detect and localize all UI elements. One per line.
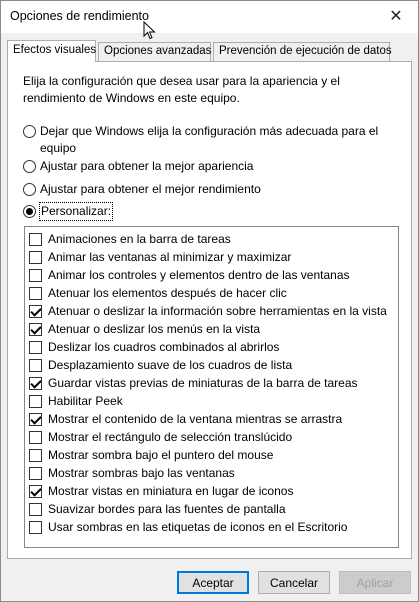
radio-label: Ajustar para obtener el mejor rendimiento — [40, 182, 261, 196]
item-label: Usar sombras en las etiquetas de iconos en el Escritorio — [48, 520, 348, 534]
visual-effects-list[interactable] — [24, 226, 399, 548]
list-item[interactable] — [29, 284, 287, 302]
item-label: Deslizar los cuadros combinados al abrirlos — [48, 340, 280, 354]
item-label: Mostrar sombras bajo las ventanas — [48, 466, 235, 480]
list-item[interactable] — [29, 428, 292, 446]
radio-button[interactable] — [23, 160, 36, 173]
checkbox[interactable] — [29, 305, 42, 318]
list-item[interactable] — [29, 392, 123, 410]
checkbox[interactable] — [29, 233, 42, 246]
item-label: Atenuar o deslizar los menús en la vista — [48, 322, 261, 336]
apply-button[interactable]: Aplicar — [339, 571, 411, 594]
mouse-pointer-icon — [143, 21, 157, 41]
radio-custom[interactable] — [23, 203, 403, 220]
window-title: Opciones de rendimiento — [10, 9, 149, 23]
item-label: Guardar vistas previas de miniaturas de la barra de tareas — [48, 376, 358, 390]
item-label: Mostrar vistas en miniatura en lugar de iconos — [48, 484, 294, 498]
item-label: Atenuar o deslizar la información sobre herramientas en la vista — [48, 304, 387, 318]
list-item[interactable] — [29, 230, 231, 248]
checkbox[interactable] — [29, 413, 42, 426]
tab-data-execution-prevention[interactable]: Prevención de ejecución de datos — [213, 42, 390, 61]
list-item[interactable] — [29, 320, 260, 338]
close-button[interactable] — [374, 1, 418, 31]
checkbox[interactable] — [29, 251, 42, 264]
item-label: Suavizar bordes para las fuentes de pantalla — [48, 502, 286, 516]
list-item[interactable] — [29, 446, 273, 464]
item-label: Mostrar el contenido de la ventana mientras se arrastra — [48, 412, 343, 426]
tab-advanced-options[interactable]: Opciones avanzadas — [98, 42, 211, 61]
checkbox[interactable] — [29, 287, 42, 300]
list-item[interactable] — [29, 374, 358, 392]
list-item[interactable] — [29, 482, 293, 500]
list-item[interactable] — [29, 266, 350, 284]
checkbox[interactable] — [29, 449, 42, 462]
list-item[interactable] — [29, 302, 387, 320]
checkbox[interactable] — [29, 467, 42, 480]
tab-strip — [7, 40, 412, 61]
title-bar — [1, 1, 418, 33]
radio-best-appearance[interactable] — [23, 158, 403, 175]
item-label: Mostrar sombra bajo el puntero del mouse — [48, 448, 274, 462]
tab-visual-effects[interactable]: Efectos visuales — [7, 40, 96, 62]
checkbox[interactable] — [29, 323, 42, 336]
list-item[interactable] — [29, 410, 342, 428]
list-item[interactable] — [29, 338, 279, 356]
cancel-button[interactable]: Cancelar — [258, 571, 330, 594]
list-item[interactable] — [29, 518, 347, 536]
radio-let-windows-choose[interactable] — [23, 123, 403, 157]
item-label: Animar las ventanas al minimizar y maximizar — [48, 250, 292, 264]
list-item[interactable] — [29, 500, 286, 518]
item-label: Habilitar Peek — [48, 394, 123, 408]
checkbox[interactable] — [29, 377, 42, 390]
item-label: Animar los controles y elementos dentro de las ventanas — [48, 268, 350, 282]
checkbox[interactable] — [29, 341, 42, 354]
ok-button[interactable]: Aceptar — [177, 571, 249, 594]
close-icon: ✕ — [389, 8, 403, 25]
radio-label: Ajustar para obtener la mejor apariencia — [40, 159, 254, 173]
item-label: Animaciones en la barra de tareas — [48, 232, 231, 246]
checkbox[interactable] — [29, 269, 42, 282]
radio-button[interactable] — [23, 183, 36, 196]
list-item[interactable] — [29, 464, 235, 482]
radio-button[interactable] — [23, 125, 36, 138]
radio-label: Dejar que Windows elija la configuración más adecuada para el equipo — [40, 124, 379, 155]
item-label: Desplazamiento suave de los cuadros de lista — [48, 358, 293, 372]
checkbox[interactable] — [29, 395, 42, 408]
checkbox[interactable] — [29, 521, 42, 534]
intro-text: Elija la configuración que desea usar para la apariencia y el rendimiento de Windows en este equipo. — [23, 74, 340, 105]
checkbox[interactable] — [29, 503, 42, 516]
radio-best-performance[interactable] — [23, 181, 403, 198]
checkbox[interactable] — [29, 485, 42, 498]
visual-effects-panel — [7, 61, 412, 559]
item-label: Atenuar los elementos después de hacer clic — [48, 286, 287, 300]
checkbox[interactable] — [29, 359, 42, 372]
list-item[interactable] — [29, 248, 291, 266]
radio-label: Personalizar: — [41, 204, 112, 218]
list-item[interactable] — [29, 356, 292, 374]
checkbox[interactable] — [29, 431, 42, 444]
radio-button[interactable] — [23, 205, 36, 218]
item-label: Mostrar el rectángulo de selección translúcido — [48, 430, 293, 444]
